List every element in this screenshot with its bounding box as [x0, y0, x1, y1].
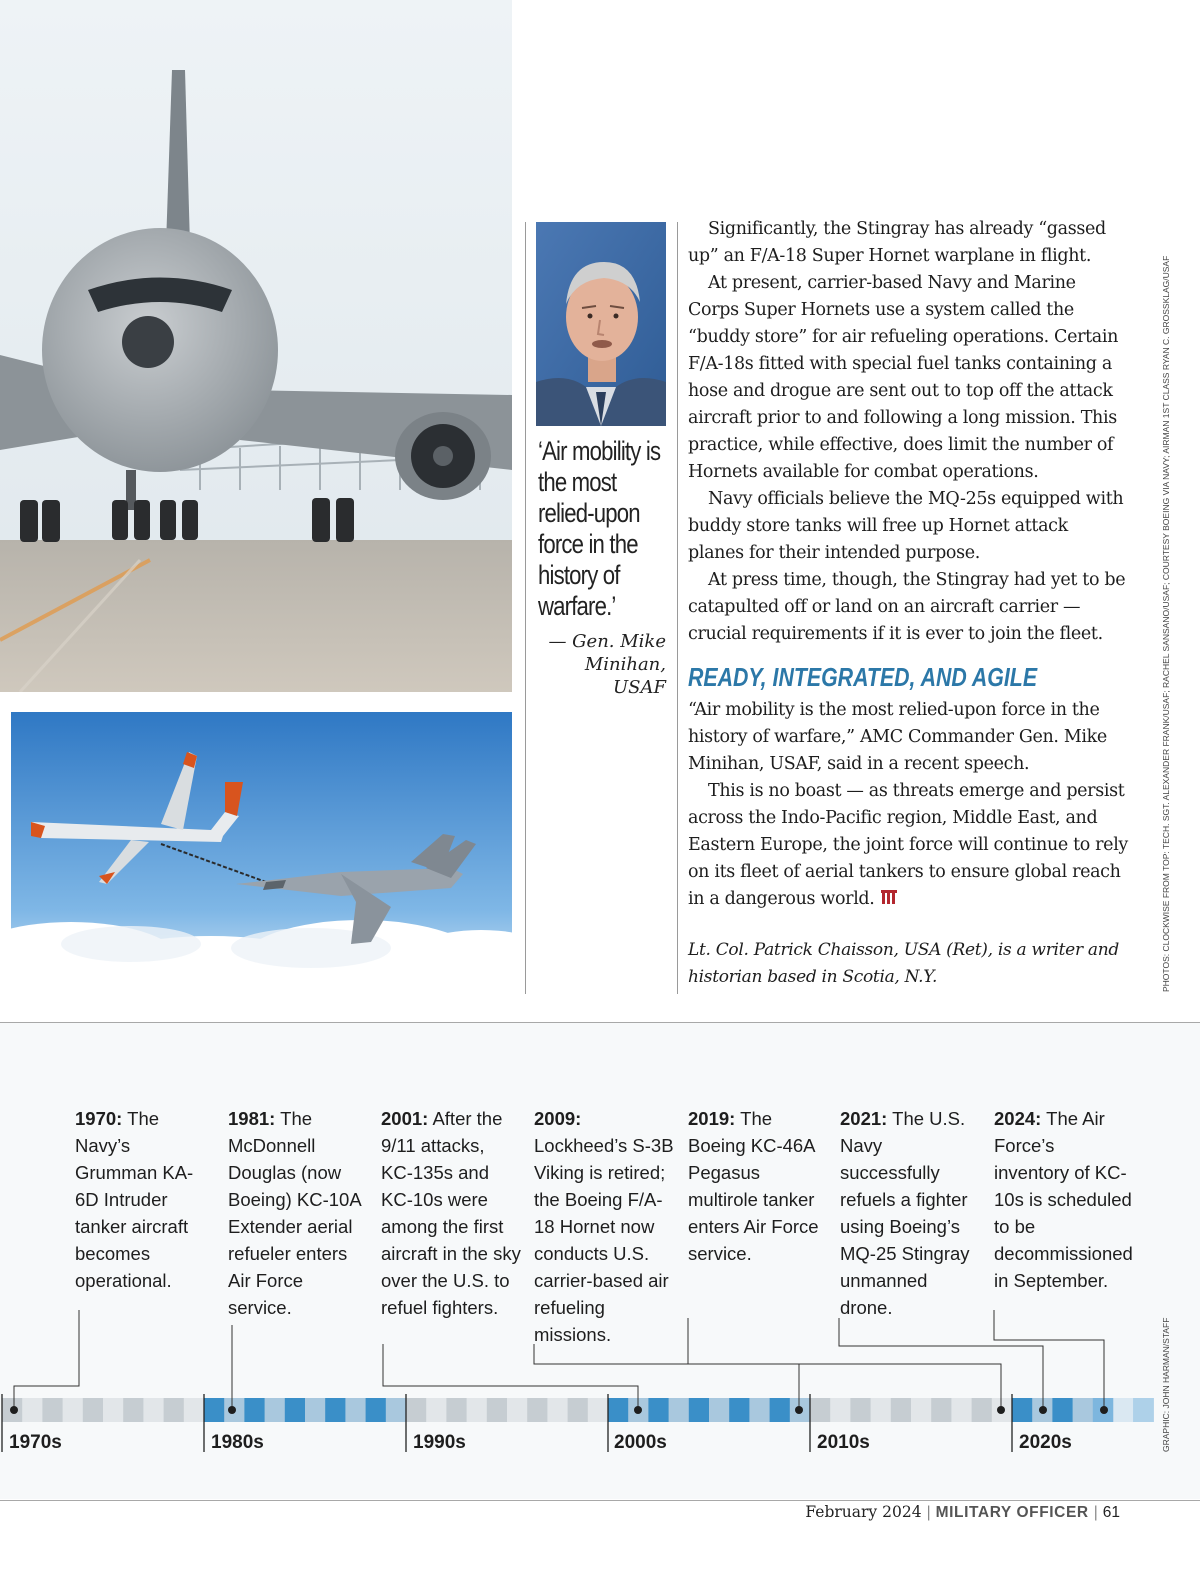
timeline-segment: [103, 1398, 124, 1422]
timeline-segment: [547, 1398, 568, 1422]
timeline-segment: [850, 1398, 871, 1422]
timeline-segment: [931, 1398, 952, 1422]
timeline-segment: [265, 1398, 286, 1422]
event-text: The Boeing KC-46A Pegasus multirole tanker enters Air Force service.: [688, 1108, 819, 1264]
timeline-event-1981: [228, 1105, 368, 1321]
timeline-segment: [487, 1398, 508, 1422]
timeline-segment: [426, 1398, 447, 1422]
timeline-event-2019: [688, 1105, 828, 1267]
timeline-segment: [972, 1398, 993, 1422]
timeline-segment: [830, 1398, 851, 1422]
timeline-segment: [164, 1398, 185, 1422]
timeline-segment: [891, 1398, 912, 1422]
event-year: 1970:: [75, 1108, 123, 1129]
timeline-segment: [285, 1398, 306, 1422]
timeline-event-2021: [840, 1105, 980, 1321]
event-year: 2021:: [840, 1108, 888, 1129]
gen-minihan-portrait: [536, 222, 666, 426]
event-dot: [228, 1406, 236, 1414]
timeline-segment: [244, 1398, 265, 1422]
column-rule-left: [525, 222, 526, 994]
magazine-name: MILITARY OFFICER: [935, 1504, 1089, 1521]
decade-label-2020s: 2020s: [1019, 1432, 1072, 1453]
decade-label-1970s: 1970s: [9, 1432, 62, 1453]
timeline-segment: [951, 1398, 972, 1422]
kc10-tanker-photo: [0, 0, 512, 692]
timeline-segment: [871, 1398, 892, 1422]
timeline-segment: [63, 1398, 84, 1422]
decade-label-2000s: 2000s: [614, 1432, 667, 1453]
event-year: 1981:: [228, 1108, 276, 1129]
event-dot: [1100, 1406, 1108, 1414]
footer-rule: [0, 1500, 1200, 1501]
event-leader-line: [14, 1310, 79, 1410]
timeline-segment: [689, 1398, 710, 1422]
timeline-segment: [467, 1398, 488, 1422]
timeline-segment: [406, 1398, 427, 1422]
timeline-segment: [305, 1398, 326, 1422]
event-dot: [10, 1406, 18, 1414]
pull-quote-attribution: — Gen. Mike Minihan, USAF: [548, 631, 666, 698]
timeline-segment: [527, 1398, 548, 1422]
mq25-refueling-photo: [11, 712, 512, 996]
timeline-event-1970: [75, 1105, 215, 1294]
event-text: After the 9/11 attacks, KC-135s and KC-10s were among the first aircraft in the sky over the U.S. to refuel fighters.: [381, 1108, 521, 1318]
event-dot: [795, 1406, 803, 1414]
timeline-segment: [325, 1398, 346, 1422]
timeline-segment: [204, 1398, 225, 1422]
event-dot: [1039, 1406, 1047, 1414]
article-paragraph: At press time, though, the Stingray had yet to be catapulted off or land on an aircraft carrier — crucial requirements if it is ever to join the fleet.: [688, 570, 1126, 644]
timeline-segment: [669, 1398, 690, 1422]
decade-label-2010s: 2010s: [817, 1432, 870, 1453]
timeline-event-2024: [994, 1105, 1134, 1294]
timeline-segment: [42, 1398, 63, 1422]
timeline-segment: [608, 1398, 629, 1422]
timeline-segment: [83, 1398, 104, 1422]
footer-separator: |: [1093, 1504, 1098, 1521]
article-paragraph-last: [688, 778, 1128, 913]
timeline-segment: [1052, 1398, 1073, 1422]
event-year: 2009:: [534, 1108, 582, 1129]
event-dot: [634, 1406, 642, 1414]
timeline-segment: [123, 1398, 144, 1422]
timeline-segment: [22, 1398, 43, 1422]
event-text: The Navy’s Grumman KA-6D Intruder tanker aircraft becomes operational.: [75, 1108, 194, 1291]
timeline-segment: [911, 1398, 932, 1422]
section-heading: READY, INTEGRATED, AND AGILE: [688, 662, 1038, 692]
decade-label-1980s: 1980s: [211, 1432, 264, 1453]
timeline-segment: [729, 1398, 750, 1422]
graphic-credit: GRAPHIC: JOHN HARMAN/STAFF: [1161, 1317, 1171, 1452]
article-body: [688, 216, 1128, 991]
column-rule-right: [677, 222, 678, 994]
photo-credit: PHOTOS: CLOCKWISE FROM TOP: TECH. SGT. ALEXANDER FRANK/USAF; RACHEL SANSANO/USAF; COURTESY BOEING VIA NAVY; AIRMAN 1ST CLASS RYAN C. GROSSKLAG/USAF: [1161, 255, 1171, 992]
decade-label-1990s: 1990s: [413, 1432, 466, 1453]
event-text: The Air Force’s inventory of KC-10s is scheduled to be decommissioned in September.: [994, 1108, 1133, 1291]
event-text: Lockheed’s S-3B Viking is retired; the Boeing F/A-18 Hornet now conducts U.S. carrier-based air refueling missions.: [534, 1135, 674, 1345]
event-dot: [997, 1406, 1005, 1414]
article-paragraph: At present, carrier-based Navy and Marine Corps Super Hornets use a system called the “buddy store” for air refueling operations. Certain F/A-18s fitted with special fuel tanks containing a hose and drogue are sent out to top off the attack aircraft prior to and following a long mission. This practice, while effective, does limit the number of Hornets available for combat operations.: [688, 273, 1119, 482]
page-footer: [805, 1503, 1120, 1522]
article-paragraph: Significantly, the Stingray has already “gassed up” an F/A-18 Super Hornet warplane in flight.: [688, 219, 1106, 266]
event-year: 2001:: [381, 1108, 429, 1129]
end-mark-icon: [881, 890, 899, 906]
timeline-segment: [810, 1398, 831, 1422]
article-paragraph: “Air mobility is the most relied-upon force in the history of warfare,” AMC Commander Gen. Mike Minihan, USAF, said in a recent speech.: [688, 700, 1107, 774]
timeline-segment: [184, 1398, 205, 1422]
timeline-segment: [709, 1398, 730, 1422]
timeline-segment: [588, 1398, 609, 1422]
event-year: 2019:: [688, 1108, 736, 1129]
timeline-segment: [446, 1398, 467, 1422]
timeline-segment: [386, 1398, 407, 1422]
article-paragraph-text: This is no boast — as threats emerge and persist across the Indo-Pacific region, Middle East, and Eastern Europe, the joint force will continue to rely on its fleet of aerial tankers to ensure global reach in a dangerous world.: [688, 781, 1128, 909]
issue-date: February 2024: [805, 1503, 922, 1521]
page-number: 61: [1102, 1504, 1120, 1521]
event-leader-line: [688, 1318, 1001, 1410]
article-paragraph: Navy officials believe the MQ-25s equipped with buddy store tanks will free up Hornet attack planes for their intended purpose.: [688, 489, 1124, 563]
event-leader-line: [994, 1310, 1104, 1410]
timeline-segment: [770, 1398, 791, 1422]
timeline-segment: [366, 1398, 387, 1422]
timeline-segment: [648, 1398, 669, 1422]
timeline-segment: [143, 1398, 164, 1422]
timeline-event-2001: [381, 1105, 521, 1321]
timeline-segment: [1133, 1398, 1154, 1422]
timeline-segment: [1073, 1398, 1094, 1422]
footer-separator: |: [926, 1504, 931, 1521]
pull-quote: ‘Air mobility is the most relied-upon force in the history of warfare.’: [538, 436, 661, 621]
author-bio: Lt. Col. Patrick Chaisson, USA (Ret), is a writer and historian based in Scotia, N.Y.: [688, 940, 1119, 987]
event-text: The McDonnell Douglas (now Boeing) KC-10A Extender aerial refueler enters Air Force service.: [228, 1108, 361, 1318]
timeline-segment: [568, 1398, 589, 1422]
event-year: 2024:: [994, 1108, 1042, 1129]
event-text: The U.S. Navy successfully refuels a fighter using Boeing’s MQ-25 Stingray unmanned drone.: [840, 1108, 970, 1318]
timeline-segment: [749, 1398, 770, 1422]
timeline-segment: [345, 1398, 366, 1422]
timeline-segment: [1113, 1398, 1134, 1422]
timeline-segment: [1012, 1398, 1033, 1422]
timeline-segment: [507, 1398, 528, 1422]
